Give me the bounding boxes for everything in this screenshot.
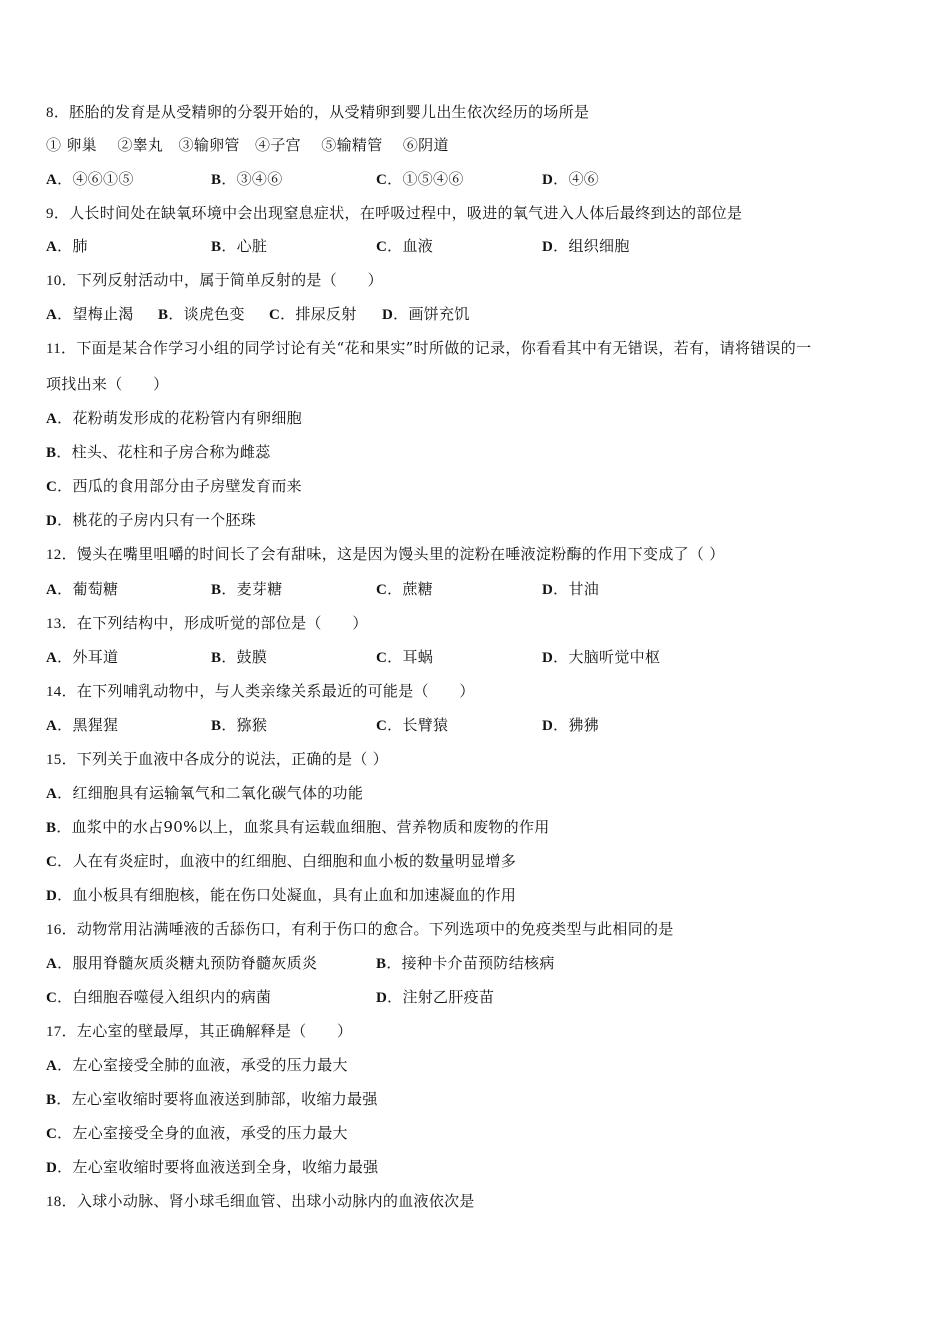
question-10-options	[46, 303, 906, 325]
option-c[interactable]: C．左心室接受全身的血液，承受的压力最大	[46, 1124, 348, 1142]
question-text: 左心室的壁最厚，其正确解释是（ ）	[76, 1022, 353, 1040]
question-text: 下面是某合作学习小组的同学讨论有关“花和果实”时所做的记录，你看看其中有无错误，若有，请将错误的一	[76, 339, 812, 357]
option-c[interactable]: C．耳蜗	[376, 648, 434, 666]
option-c[interactable]: C．长臂猿	[376, 716, 449, 734]
question-14-options	[46, 714, 906, 736]
question-13-options	[46, 646, 906, 668]
item-list: ① 卵巢 ②睾丸 ③输卵管 ④子宫 ⑤输精管 ⑥阴道	[46, 136, 449, 154]
option-b[interactable]: B．血浆中的水占90%以上，血浆具有运载血细胞、营养物质和废物的作用	[46, 818, 550, 836]
question-text: 下列反射活动中，属于简单反射的是（ ）	[76, 271, 383, 289]
question-16-options-row-2	[46, 986, 906, 1008]
question-text: 在下列哺乳动物中，与人类亲缘关系最近的可能是（ ）	[76, 682, 475, 700]
question-8-items	[46, 134, 449, 156]
option-c[interactable]: C．①⑤④⑥	[376, 170, 464, 188]
option-a[interactable]: A．花粉萌发形成的花粉管内有卵细胞	[46, 409, 302, 427]
option-b[interactable]: B．猕猴	[211, 716, 268, 734]
option-a[interactable]: A．肺	[46, 237, 88, 255]
question-text: 馒头在嘴里咀嚼的时间长了会有甜味，这是因为馒头里的淀粉在唾液淀粉酶的作用下变成了（ ）	[76, 545, 725, 563]
question-12-options	[46, 578, 906, 600]
question-9-options	[46, 235, 906, 257]
option-c[interactable]: C．血液	[376, 237, 434, 255]
question-16-stem: 16．动物常用沾满唾液的舌舔伤口，有利于伤口的愈合。下列选项中的免疫类型与此相同的是	[46, 920, 674, 938]
option-b[interactable]: B．接种卡介苗预防结核病	[376, 954, 555, 972]
question-11-stem-continued: 项找出来（ ）	[46, 375, 169, 393]
option-b[interactable]: B．鼓膜	[211, 648, 268, 666]
option-b[interactable]: B．麦芽糖	[211, 580, 283, 598]
question-15-stem: 15．下列关于血液中各成分的说法，正确的是（ ）	[46, 750, 388, 768]
option-d[interactable]: D．大脑听觉中枢	[542, 648, 661, 666]
option-a[interactable]: A．外耳道	[46, 648, 119, 666]
option-d[interactable]: D．甘油	[542, 580, 600, 598]
option-c[interactable]: C．西瓜的食用部分由子房壁发育而来	[46, 477, 302, 495]
option-a[interactable]: A．黑猩猩	[46, 716, 119, 734]
option-a[interactable]: A．望梅止渴	[46, 305, 134, 323]
question-text: 在下列结构中，形成听觉的部位是（ ）	[76, 614, 368, 632]
question-17-stem: 17．左心室的壁最厚，其正确解释是（ ）	[46, 1022, 353, 1040]
option-d[interactable]: D．狒狒	[542, 716, 600, 734]
option-a[interactable]: A．红细胞具有运输氧气和二氧化碳气体的功能	[46, 784, 364, 802]
question-8-stem: 8．胚胎的发育是从受精卵的分裂开始的，从受精卵到婴儿出生依次经历的场所是	[46, 103, 590, 121]
question-14-stem: 14．在下列哺乳动物中，与人类亲缘关系最近的可能是（ ）	[46, 682, 475, 700]
question-text: 人长时间处在缺氧环境中会出现窒息症状，在呼吸过程中，吸进的氧气进入人体后最终到达的部位是	[69, 204, 743, 222]
question-16-options-row-1	[46, 952, 906, 974]
option-d[interactable]: D．血小板具有细胞核，能在伤口处凝血，具有止血和加速凝血的作用	[46, 886, 517, 904]
option-d[interactable]: D．注射乙肝疫苗	[376, 988, 495, 1006]
option-b[interactable]: B．③④⑥	[211, 170, 283, 188]
question-8-options	[46, 168, 906, 190]
option-d[interactable]: D．桃花的子房内只有一个胚珠	[46, 511, 257, 529]
option-d[interactable]: D．④⑥	[542, 170, 600, 188]
option-c[interactable]: C．白细胞吞噬侵入组织内的病菌	[46, 988, 272, 1006]
option-a[interactable]: A．服用脊髓灰质炎糖丸预防脊髓灰质炎	[46, 954, 318, 972]
option-a[interactable]: A．葡萄糖	[46, 580, 119, 598]
question-11-stem: 11．下面是某合作学习小组的同学讨论有关“花和果实”时所做的记录，你看看其中有无错误，若有，请将错误的一	[46, 339, 812, 357]
option-b[interactable]: B．心脏	[211, 237, 268, 255]
option-d[interactable]: D．画饼充饥	[382, 305, 470, 323]
option-b[interactable]: B．柱头、花柱和子房合称为雌蕊	[46, 443, 271, 461]
question-text: 下列关于血液中各成分的说法，正确的是（ ）	[76, 750, 388, 768]
option-c[interactable]: C．排尿反射	[269, 305, 357, 323]
question-12-stem: 12．馒头在嘴里咀嚼的时间长了会有甜味，这是因为馒头里的淀粉在唾液淀粉酶的作用下变成了（ ）	[46, 545, 725, 563]
question-text: 胚胎的发育是从受精卵的分裂开始的，从受精卵到婴儿出生依次经历的场所是	[69, 103, 590, 121]
question-9-stem: 9．人长时间处在缺氧环境中会出现窒息症状，在呼吸过程中，吸进的氧气进入人体后最终到达的部位是	[46, 204, 743, 222]
question-number: 8	[46, 105, 54, 121]
option-c[interactable]: C．人在有炎症时，血液中的红细胞、白细胞和血小板的数量明显增多	[46, 852, 517, 870]
question-text: 入球小动脉、肾小球毛细血管、出球小动脉内的血液依次是	[76, 1192, 475, 1210]
question-text: 动物常用沾满唾液的舌舔伤口，有利于伤口的愈合。下列选项中的免疫类型与此相同的是	[76, 920, 674, 938]
option-b[interactable]: B．左心室收缩时要将血液送到肺部，收缩力最强	[46, 1090, 378, 1108]
option-a[interactable]: A．④⑥①⑤	[46, 170, 134, 188]
question-13-stem: 13．在下列结构中，形成听觉的部位是（ ）	[46, 614, 368, 632]
option-a[interactable]: A．左心室接受全肺的血液，承受的压力最大	[46, 1056, 348, 1074]
option-d[interactable]: D．左心室收缩时要将血液送到全身，收缩力最强	[46, 1158, 379, 1176]
question-18-stem: 18．入球小动脉、肾小球毛细血管、出球小动脉内的血液依次是	[46, 1192, 475, 1210]
option-d[interactable]: D．组织细胞	[542, 237, 630, 255]
option-c[interactable]: C．蔗糖	[376, 580, 434, 598]
option-b[interactable]: B．谈虎色变	[158, 305, 245, 323]
question-10-stem: 10．下列反射活动中，属于简单反射的是（ ）	[46, 271, 383, 289]
